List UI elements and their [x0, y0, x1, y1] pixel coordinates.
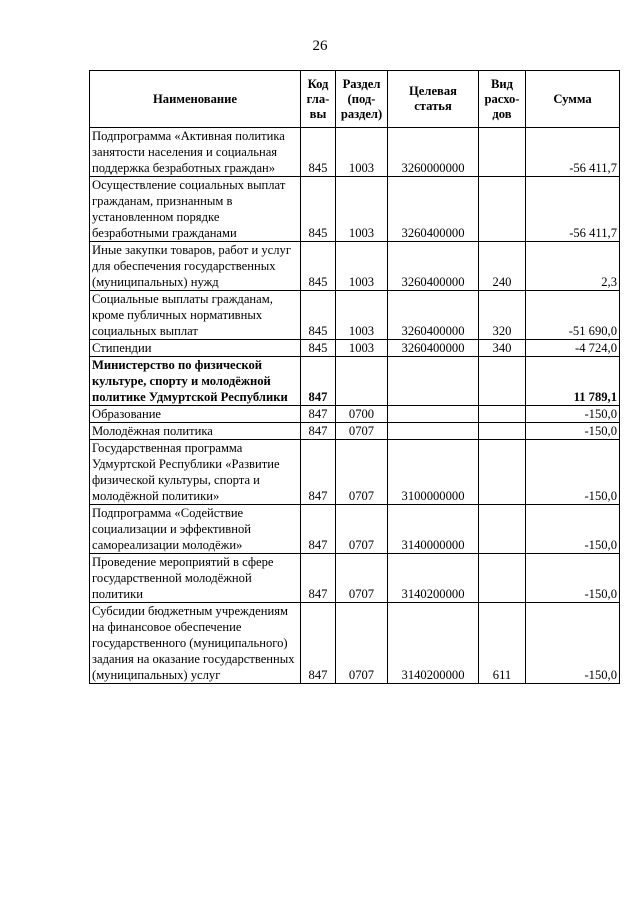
page-number: 26: [312, 38, 328, 54]
cell-code: 845: [301, 291, 336, 340]
cell-article: 3260400000: [388, 242, 479, 291]
cell-vid: [479, 128, 526, 177]
cell-name: Образование: [90, 406, 301, 423]
cell-code: 845: [301, 242, 336, 291]
cell-sum: 2,3: [526, 242, 620, 291]
cell-name: Стипендии: [90, 340, 301, 357]
cell-vid: 320: [479, 291, 526, 340]
table-header-row: [90, 71, 620, 128]
header-sum: Сумма: [526, 71, 620, 128]
cell-article: 3260400000: [388, 340, 479, 357]
header-section: Раздел (под-раздел): [336, 71, 388, 128]
cell-section: 1003: [336, 128, 388, 177]
table-row: [90, 505, 620, 554]
cell-vid: [479, 357, 526, 406]
cell-section: 0700: [336, 406, 388, 423]
cell-article: [388, 423, 479, 440]
cell-vid: 611: [479, 603, 526, 684]
cell-article: 3140200000: [388, 554, 479, 603]
cell-sum: -51 690,0: [526, 291, 620, 340]
cell-code: 845: [301, 340, 336, 357]
cell-article: 3260400000: [388, 177, 479, 242]
cell-section: 0707: [336, 440, 388, 505]
cell-section: 1003: [336, 291, 388, 340]
cell-name: Подпрограмма «Содействие социализации и эффективной самореализации молодёжи»: [90, 505, 301, 554]
table-row: [90, 340, 620, 357]
cell-code: 847: [301, 603, 336, 684]
cell-code: 847: [301, 406, 336, 423]
cell-code: 847: [301, 440, 336, 505]
cell-name: Государственная программа Удмуртской Республики «Развитие физической культуры, спорта и молодёжной политики»: [90, 440, 301, 505]
cell-vid: [479, 554, 526, 603]
cell-name: Министерство по физической культуре, спорту и молодёжной политике Удмуртской Республики: [90, 357, 301, 406]
table-row: [90, 242, 620, 291]
header-article: Целевая статья: [388, 71, 479, 128]
cell-name: Проведение мероприятий в сфере государственной молодёжной политики: [90, 554, 301, 603]
cell-vid: 240: [479, 242, 526, 291]
header-vid: Вид расхо-дов: [479, 71, 526, 128]
cell-article: 3260400000: [388, 291, 479, 340]
cell-code: 847: [301, 554, 336, 603]
cell-name: Подпрограмма «Активная политика занятости населения и социальная поддержка безработных граждан»: [90, 128, 301, 177]
cell-vid: [479, 505, 526, 554]
cell-vid: 340: [479, 340, 526, 357]
cell-vid: [479, 406, 526, 423]
cell-section: 0707: [336, 505, 388, 554]
cell-code: 847: [301, 505, 336, 554]
budget-table: [89, 70, 620, 684]
table-row: [90, 177, 620, 242]
cell-sum: 11 789,1: [526, 357, 620, 406]
table-row: [90, 440, 620, 505]
cell-sum: -56 411,7: [526, 128, 620, 177]
cell-section: [336, 357, 388, 406]
cell-name: Молодёжная политика: [90, 423, 301, 440]
header-name: Наименование: [90, 71, 301, 128]
cell-sum: -150,0: [526, 406, 620, 423]
cell-sum: -4 724,0: [526, 340, 620, 357]
cell-article: 3260000000: [388, 128, 479, 177]
cell-sum: -150,0: [526, 440, 620, 505]
cell-section: 1003: [336, 242, 388, 291]
header-code: Код гла-вы: [301, 71, 336, 128]
table-row: [90, 603, 620, 684]
cell-sum: -150,0: [526, 554, 620, 603]
cell-article: [388, 406, 479, 423]
cell-section: 0707: [336, 554, 388, 603]
cell-article: 3140200000: [388, 603, 479, 684]
cell-section: 0707: [336, 423, 388, 440]
cell-name: Осуществление социальных выплат гражданам, признанным в установленном порядке безработными гражданами: [90, 177, 301, 242]
cell-code: 847: [301, 357, 336, 406]
cell-article: 3100000000: [388, 440, 479, 505]
table-row: [90, 357, 620, 406]
table-row: [90, 406, 620, 423]
cell-sum: -150,0: [526, 603, 620, 684]
cell-article: 3140000000: [388, 505, 479, 554]
cell-vid: [479, 177, 526, 242]
cell-code: 847: [301, 423, 336, 440]
cell-sum: -56 411,7: [526, 177, 620, 242]
cell-name: Социальные выплаты гражданам, кроме публичных нормативных социальных выплат: [90, 291, 301, 340]
cell-name: Субсидии бюджетным учреждениям на финансовое обеспечение государственного (муниципального) задания на оказание государственных (муниципальных) услуг: [90, 603, 301, 684]
table-row: [90, 128, 620, 177]
cell-vid: [479, 440, 526, 505]
cell-section: 1003: [336, 177, 388, 242]
cell-name: Иные закупки товаров, работ и услуг для обеспечения государственных (муниципальных) нужд: [90, 242, 301, 291]
cell-sum: -150,0: [526, 423, 620, 440]
cell-sum: -150,0: [526, 505, 620, 554]
cell-article: [388, 357, 479, 406]
cell-vid: [479, 423, 526, 440]
cell-section: 1003: [336, 340, 388, 357]
table-row: [90, 554, 620, 603]
table-row: [90, 423, 620, 440]
cell-code: 845: [301, 177, 336, 242]
cell-code: 845: [301, 128, 336, 177]
table-row: [90, 291, 620, 340]
table-body: [90, 128, 620, 684]
cell-section: 0707: [336, 603, 388, 684]
